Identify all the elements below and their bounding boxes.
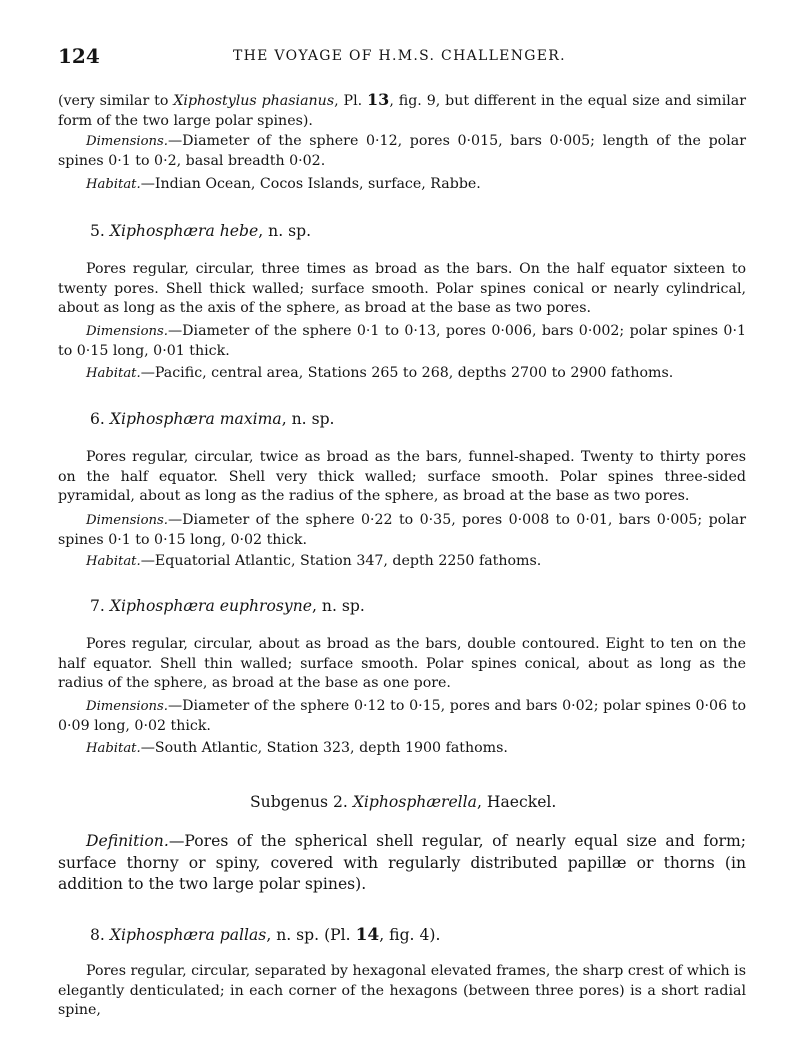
habitat-label: Habitat. bbox=[86, 741, 141, 756]
species-reference: Xiphostylus phasianus bbox=[173, 93, 335, 109]
species-7-description: Pores regular, circular, about as broad as the bars, double contoured. Eight to ten on the half equator. Shell thin walled; surface smooth. Polar spines conical, about as long as the radius of the sphere, as broad at the base as one pore. bbox=[58, 636, 746, 692]
species-7-habitat: Habitat.—South Atlantic, Station 323, depth 1900 fathoms. bbox=[86, 740, 508, 756]
species-8-name: Xiphosphæra pallas bbox=[109, 926, 267, 944]
dimensions-label: Dimensions. bbox=[86, 324, 168, 339]
species-8-heading: 8. Xiphosphæra pallas, n. sp. (Pl. 14, fig. 4). bbox=[90, 925, 441, 945]
dimensions-label: Dimensions. bbox=[86, 134, 168, 149]
intro-habitat: Habitat.—Indian Ocean, Cocos Islands, surface, Rabbe. bbox=[86, 176, 481, 192]
species-6-description: Pores regular, circular, twice as broad as the bars, funnel-shaped. Twenty to thirty pores on the half equator. Shell very thick walled; surface smooth. Polar spines three-sided pyramidal, about as long as the radius of the sphere, as broad at the base as two pores. bbox=[58, 449, 746, 505]
definition-label: Definition. bbox=[86, 832, 169, 850]
dimensions-label: Dimensions. bbox=[86, 513, 168, 528]
page-number: 124 bbox=[58, 44, 100, 68]
species-8-description: Pores regular, circular, separated by hexagonal elevated frames, the sharp crest of which is elegantly denticulated; in each corner of the hexagons (between three pores) is a short radial spine, bbox=[58, 963, 746, 1019]
species-5-description: Pores regular, circular, three times as broad as the bars. On the half equator sixteen to twenty pores. Shell thick walled; surface smooth. Polar spines conical or nearly cylindrical, about as long as the axis of the sphere, as broad at the base as two pores. bbox=[58, 261, 746, 317]
species-6-habitat: Habitat.—Equatorial Atlantic, Station 347, depth 2250 fathoms. bbox=[86, 553, 542, 569]
species-6-dimensions: Dimensions.—Diameter of the sphere 0·22 to 0·35, pores 0·008 to 0·01, bars 0·005; polar spines 0·1 to 0·15 long, 0·02 thick. bbox=[58, 512, 746, 548]
intro-dimensions: Dimensions.—Diameter of the sphere 0·12, pores 0·015, bars 0·005; length of the polar spines 0·1 to 0·2, basal breadth 0·02. bbox=[58, 133, 746, 169]
habitat-label: Habitat. bbox=[86, 366, 141, 381]
habitat-label: Habitat. bbox=[86, 177, 141, 192]
species-6-name: Xiphosphæra maxima bbox=[109, 410, 282, 428]
species-6-heading: 6. Xiphosphæra maxima, n. sp. bbox=[90, 410, 335, 428]
habitat-label: Habitat. bbox=[86, 554, 141, 569]
subgenus-definition: Definition.—Pores of the spherical shell regular, of nearly equal size and form; surface thorny or spiny, covered with regularly distributed papillæ or thorns (in addition to the two large polar spines). bbox=[58, 832, 746, 893]
species-5-name: Xiphosphæra hebe bbox=[109, 222, 259, 240]
plate-number: 14 bbox=[355, 925, 380, 945]
page-header bbox=[58, 44, 758, 68]
plate-number: 13 bbox=[367, 90, 390, 109]
intro-paragraph: (very similar to Xiphostylus phasianus, Pl. 13, fig. 9, but different in the equal size and similar form of the two large polar spines). bbox=[58, 90, 747, 129]
subgenus-name: Xiphosphærella bbox=[352, 793, 477, 811]
dimensions-label: Dimensions. bbox=[86, 699, 168, 714]
species-5-heading: 5. Xiphosphæra hebe, n. sp. bbox=[90, 222, 312, 240]
species-7-name: Xiphosphæra euphrosyne bbox=[109, 597, 312, 615]
species-5-habitat: Habitat.—Pacific, central area, Stations 265 to 268, depths 2700 to 2900 fathoms. bbox=[86, 365, 674, 381]
species-5-dimensions: Dimensions.—Diameter of the sphere 0·1 to 0·13, pores 0·006, bars 0·002; polar spines 0·1 to 0·15 long, 0·01 thick. bbox=[58, 323, 746, 359]
species-7-dimensions: Dimensions.—Diameter of the sphere 0·12 to 0·15, pores and bars 0·02; polar spines 0·06 to 0·09 long, 0·02 thick. bbox=[58, 698, 746, 734]
species-7-heading: 7. Xiphosphæra euphrosyne, n. sp. bbox=[90, 597, 365, 615]
running-title: THE VOYAGE OF H.M.S. CHALLENGER. bbox=[233, 48, 566, 64]
subgenus-heading: Subgenus 2. Xiphosphærella, Haeckel. bbox=[250, 793, 557, 811]
